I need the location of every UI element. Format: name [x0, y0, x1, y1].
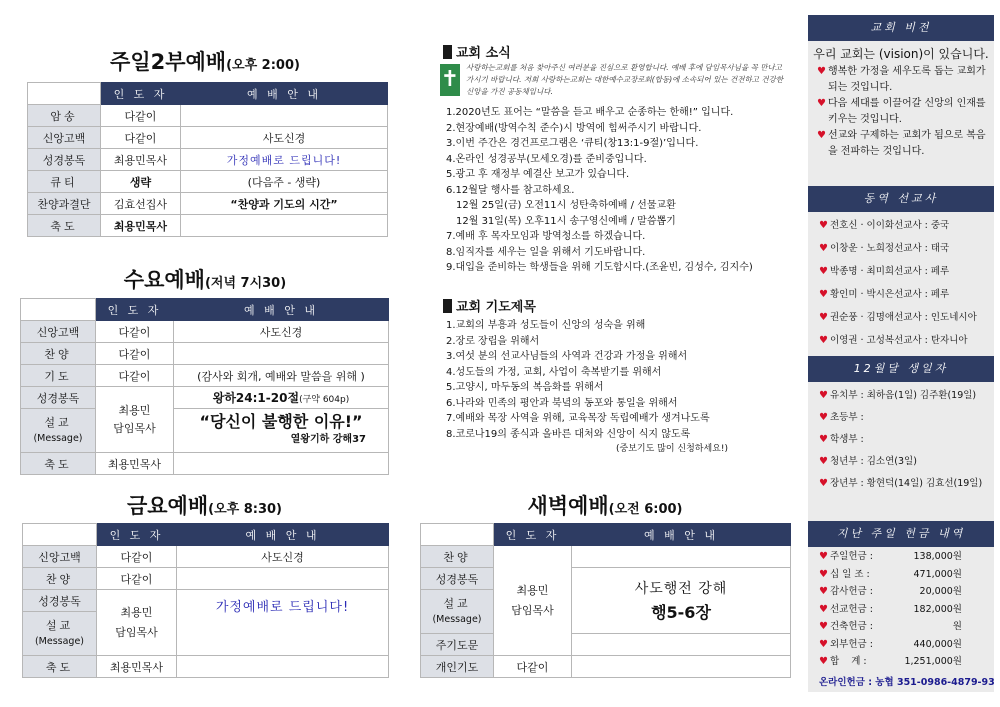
dawn-passage: 행5-6장	[651, 602, 711, 622]
sunday-time: (오후 2:00)	[226, 58, 300, 73]
table-row	[21, 343, 389, 365]
wednesday-service-title	[20, 264, 390, 294]
row-label: 개인기도	[421, 656, 494, 678]
sermon-title: “당신이 불행한 이유!”	[199, 411, 363, 431]
row-leader: 다같이	[494, 656, 572, 678]
table-row	[28, 105, 388, 127]
vision-intro: 우리 교회는 (vision)이 있습니다.	[813, 47, 989, 61]
table-row	[421, 634, 791, 656]
online-offering-account: 온라인헌금 : 농협 351-0986-4879-93	[819, 676, 995, 688]
row-label	[23, 612, 97, 656]
row-content	[177, 656, 389, 678]
friday-service-title	[22, 490, 387, 520]
vision-text: 선교와 구제하는 교회가 됨으로 복음을 전파하는 것입니다.	[827, 130, 986, 157]
leader-title: 담임목사	[511, 603, 554, 617]
dawn-time: (오전 6:00)	[608, 502, 683, 517]
heart-icon: ♥	[819, 434, 828, 445]
row-label: 찬양	[23, 568, 97, 590]
row-content	[177, 568, 389, 590]
dawn-service-table	[420, 523, 791, 678]
row-leader: 최용민목사	[96, 453, 174, 475]
list-item	[811, 329, 991, 352]
scripture-ref: 왕하24:1-20절	[212, 391, 300, 405]
offering-amount: 440,000원	[913, 638, 962, 650]
row-label: 축도	[23, 656, 97, 678]
offering-amount: 471,000원	[913, 568, 962, 580]
offering-label: 감사헌금 :	[829, 586, 873, 597]
label-main: 설교	[44, 415, 72, 429]
list-item: 2.장로 장립을 위해서	[446, 335, 540, 347]
list-item: 1.2020년도 표어는 “말씀을 듣고 배우고 순종하는 한해!” 입니다.	[446, 107, 734, 118]
missionary-text: 이창운 · 노희정선교사 : 태국	[829, 243, 950, 254]
list-item	[811, 260, 991, 283]
news-title: 교회 소식	[456, 46, 511, 61]
header-blank	[421, 524, 494, 546]
list-item: 9.대입을 준비하는 학생들을 위해 기도합시다.(조윤빈, 김성수, 김지수)	[446, 262, 753, 273]
table-row	[21, 321, 389, 343]
row-content	[572, 634, 791, 656]
offering-label: 합 계 :	[829, 656, 867, 667]
list-item	[811, 385, 991, 407]
vision-box	[811, 44, 991, 160]
missionary-text: 황인미 · 박시은선교사 : 페루	[829, 289, 950, 300]
birthday-text: 청년부 : 김소연(3일)	[829, 456, 917, 467]
row-label: 성경봉독	[21, 387, 96, 409]
dawn-service-title	[420, 490, 790, 520]
news-heading	[443, 42, 511, 61]
birthday-text: 유치부 : 최하음(1일) 김주환(19일)	[829, 390, 977, 401]
heart-icon: ♥	[817, 130, 826, 141]
list-item	[811, 473, 991, 495]
leader-name: 최용민	[516, 583, 549, 597]
list-item	[811, 601, 991, 619]
row-content: “찬양과 기도의 시간”	[181, 193, 388, 215]
scripture-page: (구약 604p)	[299, 395, 350, 405]
table-row	[421, 568, 791, 590]
heart-icon: ♥	[819, 478, 828, 489]
header-leader: 인 도 자	[96, 299, 174, 321]
offering-label: 십 일 조 :	[829, 568, 870, 580]
row-leader: 최용민목사	[101, 215, 181, 237]
offering-amount: 20,000원	[919, 586, 962, 597]
table-row	[23, 656, 389, 678]
header-leader: 인 도 자	[494, 524, 572, 546]
heart-icon: ♥	[819, 621, 828, 632]
row-label: 암송	[28, 105, 101, 127]
missionaries-box	[811, 214, 991, 352]
leader-title: 담임목사	[113, 421, 156, 435]
birthday-text: 초등부 :	[829, 412, 864, 423]
row-content: 사도신경	[174, 321, 389, 343]
list-item	[811, 283, 991, 306]
row-leader: 다같이	[96, 343, 174, 365]
header-blank	[21, 299, 96, 321]
list-item	[811, 429, 991, 451]
list-item	[811, 64, 991, 95]
square-bullet-icon	[443, 45, 452, 59]
offering-label: 외부헌금 :	[829, 638, 873, 650]
row-leader: 다같이	[96, 365, 174, 387]
news-list	[446, 105, 796, 276]
heart-icon: ♥	[819, 312, 828, 323]
table-row	[21, 453, 389, 475]
row-content: 사도신경	[177, 546, 389, 568]
row-content	[181, 215, 388, 237]
list-item: 3.여섯 분의 선교사님들의 사역과 건강과 가정을 위해서	[446, 351, 688, 362]
offering-label: 건축헌금 :	[829, 621, 873, 632]
sunday-service-table	[27, 82, 388, 237]
dawn-series: 사도행전 강해	[634, 580, 728, 597]
list-item	[811, 237, 991, 260]
list-item: 5.고양시, 마두동의 복음화를 위해서	[446, 382, 604, 393]
welcome-message	[440, 62, 790, 98]
row-label: 찬양과결단	[28, 193, 101, 215]
prayer-title: 교회 기도제목	[456, 300, 536, 315]
merged-leader	[96, 387, 174, 453]
offering-amount: 182,000원	[913, 603, 962, 615]
header-content: 예 배 안 내	[181, 83, 388, 105]
list-item	[811, 548, 991, 566]
birthdays-box	[811, 385, 991, 495]
list-item: 4.온라인 성경공부(모세오경)를 준비중입니다.	[446, 153, 647, 165]
label-sub: (Message)	[33, 432, 83, 444]
list-item: 6.나라와 민족의 평안과 북녘의 동포와 통일을 위해서	[446, 397, 678, 409]
sermon-series: 열왕기하 강해37	[290, 433, 366, 445]
list-item	[811, 566, 991, 584]
table-row	[28, 193, 388, 215]
heart-icon: ♥	[819, 390, 828, 401]
merged-leader	[494, 546, 572, 656]
row-content	[174, 453, 389, 475]
header-content: 예 배 안 내	[572, 524, 791, 546]
missionary-text: 전호신 · 이이화선교사 : 중국	[829, 220, 950, 231]
row-content	[174, 409, 389, 453]
list-item: 7.예배 후 목자모임과 방역청소를 하겠습니다.	[446, 231, 646, 242]
prayer-heading	[443, 296, 536, 315]
offering-box	[811, 548, 995, 688]
row-content	[572, 568, 791, 634]
row-leader: 최용민목사	[97, 656, 177, 678]
row-label: 기도	[21, 365, 96, 387]
row-leader: 다같이	[97, 546, 177, 568]
list-item: 8.코로나19의 종식과 올바른 대처와 신앙이 식지 않도록	[446, 428, 691, 440]
row-label	[421, 590, 494, 634]
table-row	[421, 546, 791, 568]
row-content: (감사와 회개, 예배와 말씀을 위해 )	[174, 365, 389, 387]
heart-icon: ♥	[819, 289, 828, 300]
offering-header: 지난 주일 헌금 내역	[808, 521, 994, 547]
heart-icon: ♥	[819, 243, 828, 254]
row-leader: 다같이	[96, 321, 174, 343]
row-leader: 생략	[101, 171, 181, 193]
vision-text: 다음 세대를 이끌어갈 신앙의 인재를 키우는 것입니다.	[827, 98, 986, 125]
list-item	[811, 451, 991, 473]
table-row	[23, 546, 389, 568]
missionaries-header: 동역 선교사	[808, 186, 994, 212]
list-item: 5.광고 후 재정부 예결산 보고가 있습니다.	[446, 169, 630, 180]
offering-label: 주일헌금 :	[829, 551, 873, 562]
row-label: 신앙고백	[21, 321, 96, 343]
list-item: 7.예배와 목장 사역을 위해, 교육목장 독립예배가 생겨나도록	[446, 413, 710, 424]
row-leader: 다같이	[101, 127, 181, 149]
dawn-title-text: 새벽예배	[527, 494, 609, 518]
row-label: 성경봉독	[421, 568, 494, 590]
table-row	[28, 149, 388, 171]
list-item	[811, 306, 991, 329]
table-row	[23, 568, 389, 590]
header-blank	[28, 83, 101, 105]
missionary-text: 권순풍 · 김명애선교사 : 인도네시아	[829, 312, 977, 323]
heart-icon: ♥	[819, 266, 828, 277]
row-content: 가정예배로 드립니다!	[181, 149, 388, 171]
row-content	[181, 105, 388, 127]
vision-text: 행복한 가정을 세우도록 돕는 교회가 되는 것입니다.	[827, 66, 986, 93]
list-item: (중보기도 많이 신청하세요!)	[616, 444, 728, 454]
row-content: (다음주 - 생략)	[181, 171, 388, 193]
birthday-text: 장년부 : 황현덕(14일) 김효선(19일)	[829, 478, 983, 489]
heart-icon: ♥	[819, 638, 828, 650]
heart-icon: ♥	[819, 586, 828, 597]
missionary-text: 박종명 · 최미희선교사 : 페루	[829, 266, 950, 277]
offering-amount: 138,000원	[913, 551, 962, 562]
heart-icon: ♥	[819, 456, 828, 467]
heart-icon: ♥	[819, 551, 828, 562]
leader-name: 최용민	[118, 403, 151, 417]
cross-icon: ✝	[440, 64, 460, 96]
vision-header: 교회 비전	[808, 15, 994, 41]
table-row	[28, 127, 388, 149]
row-label: 성경봉독	[23, 590, 97, 612]
list-item: 12월 25일(금) 오전11시 성탄축하예배 / 선물교환	[456, 200, 676, 211]
header-leader: 인 도 자	[101, 83, 181, 105]
row-leader: 다같이	[97, 568, 177, 590]
label-sub: (Message)	[432, 613, 482, 625]
row-leader: 김효선집사	[101, 193, 181, 215]
label-main: 설교	[443, 596, 471, 610]
table-row	[21, 387, 389, 409]
wednesday-title-text: 수요예배	[123, 268, 205, 292]
offering-amount: 1,251,000원	[904, 656, 962, 667]
table-row	[421, 656, 791, 678]
label-sub: (Message)	[34, 635, 85, 647]
header-content: 예 배 안 내	[174, 299, 389, 321]
row-label: 찬양	[21, 343, 96, 365]
list-item: 3.이번 주간은 경건프로그램은 ‘큐티(창13:1-9절)’입니다.	[446, 138, 699, 149]
row-content: 사도신경	[181, 127, 388, 149]
birthdays-header: 12월달 생일자	[808, 356, 994, 382]
leader-name: 최용민	[120, 605, 153, 619]
heart-icon: ♥	[819, 220, 828, 231]
row-label: 신앙고백	[28, 127, 101, 149]
header-blank	[23, 524, 97, 546]
heart-icon: ♥	[817, 66, 826, 77]
missionary-text: 이영권 · 고성복선교사 : 탄자니아	[829, 335, 968, 346]
heart-icon: ♥	[819, 568, 828, 580]
leader-title: 담임목사	[115, 625, 158, 639]
row-leader: 최용민목사	[101, 149, 181, 171]
header-content: 예 배 안 내	[177, 524, 389, 546]
merged-leader	[97, 590, 177, 656]
heart-icon: ♥	[819, 335, 828, 346]
sunday-service-title	[25, 46, 385, 76]
sunday-title-text: 주일2부예배	[110, 50, 227, 74]
list-item	[811, 407, 991, 429]
list-item	[811, 583, 991, 601]
row-label	[21, 409, 96, 453]
friday-time: (오후 8:30)	[208, 502, 283, 517]
row-content	[572, 546, 791, 568]
table-row	[21, 409, 389, 453]
friday-title-text: 금요예배	[126, 494, 209, 518]
wednesday-service-table	[20, 298, 389, 475]
list-item	[811, 653, 991, 671]
list-item: 12월 31일(목) 오후11시 송구영신예배 / 말씀뽑기	[456, 215, 676, 227]
list-item	[811, 636, 991, 654]
heart-icon: ♥	[819, 603, 828, 615]
list-item	[811, 618, 991, 636]
heart-icon: ♥	[819, 412, 828, 423]
row-content	[174, 387, 389, 409]
row-label: 주기도문	[421, 634, 494, 656]
row-label: 신앙고백	[23, 546, 97, 568]
list-item: 1.교회의 부흥과 성도들이 신앙의 성숙을 위해	[446, 320, 646, 331]
table-row	[28, 215, 388, 237]
birthday-text: 학생부 :	[829, 434, 864, 445]
label-main: 설교	[45, 618, 74, 632]
square-bullet-icon	[443, 299, 452, 313]
list-item	[811, 96, 991, 127]
header-leader: 인 도 자	[97, 524, 177, 546]
heart-icon: ♥	[817, 98, 826, 109]
offering-amount: 원	[952, 621, 962, 632]
row-label: 큐티	[28, 171, 101, 193]
list-item: 8.임직자를 세우는 일을 위해서 기도바랍니다.	[446, 246, 646, 258]
row-label: 축도	[21, 453, 96, 475]
heart-icon: ♥	[819, 656, 828, 667]
prayer-list	[446, 318, 796, 458]
friday-service-table	[22, 523, 389, 678]
row-leader: 다같이	[101, 105, 181, 127]
list-item: 6.12월달 행사를 참고하세요.	[446, 184, 575, 196]
friday-message: 가정예배로 드립니다!	[215, 600, 350, 615]
list-item	[811, 214, 991, 237]
table-row	[21, 365, 389, 387]
table-row	[23, 590, 389, 612]
welcome-text: 사랑하는교회를 처음 찾아주신 여러분을 진심으로 환영합니다. 예배 후에 담임목사님을 꼭 만나고 가시기 바랍니다. 저희 사랑하는교회는 대한예수교장로회(합동)에 소속되어 있는 건전하고 건강한 신앙을 가진 공동체입니다.	[466, 63, 784, 96]
row-label: 성경봉독	[28, 149, 101, 171]
list-item: 4.성도들의 가정, 교회, 사업이 축복받기를 위해서	[446, 366, 662, 378]
list-item	[811, 128, 991, 159]
row-content	[174, 343, 389, 365]
row-label: 찬양	[421, 546, 494, 568]
row-content	[177, 590, 389, 656]
row-label: 축도	[28, 215, 101, 237]
table-row	[28, 171, 388, 193]
wednesday-time: (저녁 7시30)	[204, 276, 287, 291]
offering-label: 선교헌금 :	[829, 603, 873, 615]
row-content	[572, 656, 791, 678]
list-item: 2.현장예배(방역수칙 준수)시 방역에 힘써주시기 바랍니다.	[446, 122, 702, 134]
